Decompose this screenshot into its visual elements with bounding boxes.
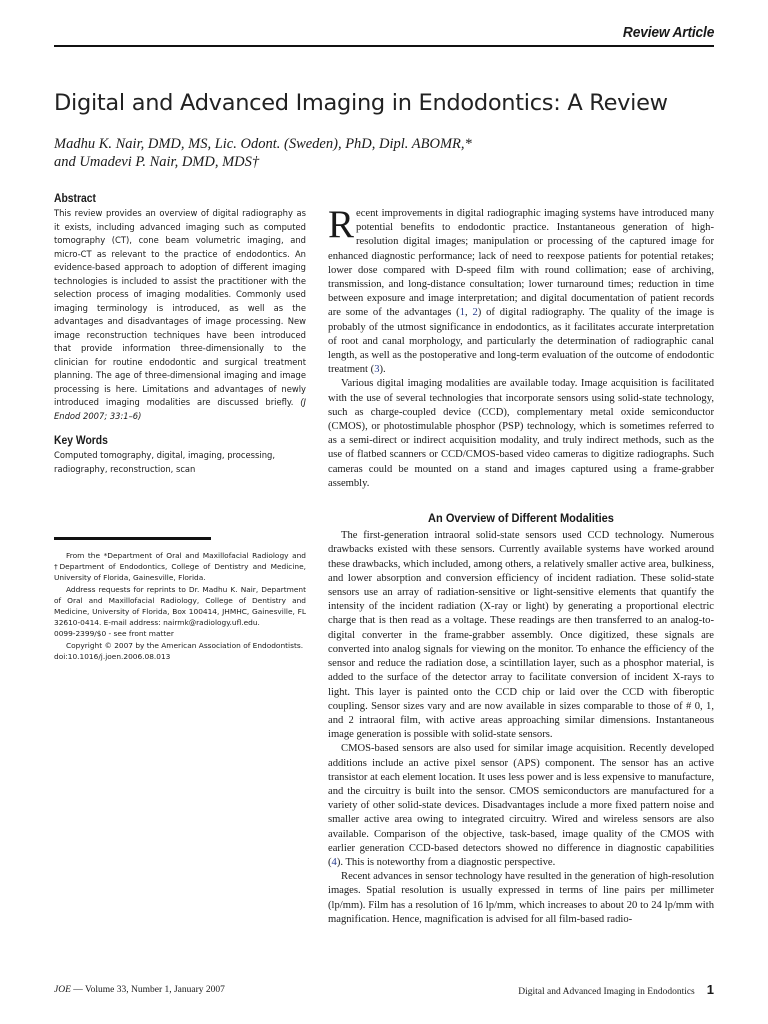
- body-column: [328, 203, 714, 927]
- abstract-heading: Abstract: [54, 193, 96, 205]
- doi: doi:10.1016/j.joen.2006.08.013: [54, 651, 171, 661]
- reprint-address: Address requests for reprints to Dr. Madhu K. Nair, Department of Oral and Maxillofacial Radiology, College of Dentistry and Medicine, University of Florida, Box 100414, JHMHC, Gainesville, FL 32610-0414. E-mail address: nairmk@radiology.ufl.edu.: [54, 584, 306, 628]
- reference-link-3[interactable]: 3: [374, 364, 380, 376]
- reference-link-4[interactable]: 4: [331, 856, 337, 868]
- keywords-text: Computed tomography, digital, imaging, processing, radiography, reconstruction, scan: [54, 450, 276, 474]
- page-number: 1: [706, 982, 714, 997]
- drop-cap: R: [328, 203, 355, 246]
- header-rule: [54, 45, 714, 47]
- intro-text-c: ).: [379, 364, 386, 376]
- modalities-paragraph-2: [328, 742, 714, 870]
- reference-link-2[interactable]: 2: [472, 307, 478, 319]
- running-title: Digital and Advanced Imaging in Endodontics: [518, 987, 695, 997]
- intro-text-b: ) of digital radiography. The quality of the image is probably of the utmost significance in endodontics, as it facilitates accurate interpretation of root and canal morphology, and particularly the determination of radiographic canal length, as well as the postoperative and long-term evaluation of the outcome of endodontic treatment (: [328, 307, 714, 376]
- ref-separator: ,: [464, 307, 473, 319]
- abstract-citation: (J Endod 2007; 33:1–6): [54, 397, 306, 421]
- footer-running-head: [518, 982, 714, 997]
- section-subheading: An Overview of Different Modalities: [428, 511, 614, 526]
- reference-link-1[interactable]: 1: [459, 307, 465, 319]
- section-label: Review Article: [622, 24, 714, 41]
- copyright-note: Copyright © 2007 by the American Association of Endodontists.: [66, 640, 304, 650]
- abstract-column: [54, 193, 306, 476]
- author-line-1: Madhu K. Nair, DMD, MS, Lic. Odont. (Sweden), PhD, Dipl. ABOMR,*: [54, 136, 472, 152]
- intro-paragraph-2: Various digital imaging modalities are available today. Image acquisition is facilitated with the use of several technologies that incorporate sensors using solid-state technology, such as charge-coupled device (CCD), complementary metal oxide semiconductor (CMOS), or photostimulable phosphor (PSP) technology, which is sometimes referred to as a semi-direct or indirect acquisition modality, and truly indirect methods, such as the use of flatbed scanners or CCD/CMOS-based video cameras to digitize radiographs. Such cameras could be mounted on a stand and images captured using a frame-grabber assembly.: [328, 378, 714, 489]
- article-title: Digital and Advanced Imaging in Endodontics: A Review: [54, 90, 668, 116]
- abstract-body: This review provides an overview of digital radiography as it exists, including advanced imaging such as computed tomography (CT), cone beam volumetric imaging, and micro-CT as relevant to the practice of endodontics. An evidence-based approach to adoption of different imaging technologies is included to assist the practitioner with the selection process of imaging modalities. Commonly used imaging terminology is introduced, as well as the advantages and disadvantages of image processing. New image reconstruction techniques have been introduced that provide information three-dimensionally to the clinician for routine endodontic and surgical treatment planning. The age of three-dimensional imaging and image processing is here. Limitations and advantages of newly introduced imaging modalities are discussed briefly.: [54, 208, 306, 407]
- affiliation-rule: [54, 537, 211, 540]
- keywords-heading: Key Words: [54, 435, 108, 447]
- affiliation-departments: From the *Department of Oral and Maxillofacial Radiology and †Department of Endodontics, College of Dentistry and Medicine, University of Florida, Gainesville, Florida.: [54, 551, 306, 583]
- modalities-text-b: ). This is noteworthy from a diagnostic perspective.: [336, 856, 556, 868]
- front-matter-note: 0099-2399/$0 - see front matter: [54, 629, 174, 639]
- modalities-paragraph-1: The first-generation intraoral solid-state sensors used CCD technology. Numerous drawbacks existed with these sensors. Currently available systems have worked around these drawbacks, which included, among others, a relatively smaller active area, bulkiness, and lower absorption and conversion efficiency of incident radiation. These solid-state sensors use an array of radiation-sensitive or light-sensitive elements that quantify the intensity of the incident radiation (X-ray or light) by generating a proportional electric charge that is then read as a voltage. These readings are then transferred to an analog-to-digital converter in the frame-grabber assembly. Once digitized, these signals are converted into analog signals for viewing on the monitor. To enhance the efficiency of the sensor and reduce the radiation dose, a scintillation layer, such as a phosphor material, is added to the surface of the detector array to facilitate conversion of incident X-rays to light. This layer is painted onto the CCD chip or laid over the CCD with fiberoptic coupling. Sensor sizes vary and are now available in sizes comparable to those of # 0, 1, and 2 intraoral film, with active areas approaching similar dimensions. Instantaneous image generation is possible with solid-state sensors.: [328, 530, 714, 741]
- author-line-2: and Umadevi P. Nair, DMD, MDS†: [54, 154, 260, 170]
- abstract-text: [54, 207, 306, 423]
- modalities-text-a: CMOS-based sensors are also used for similar image acquisition. Recently developed additions include an active pixel sensor (APS) component. The sensor has an active transistor at each element location. It uses less power and is less expensive to manufacture, and the circuitry is built into the sensor. CMOS semiconductors are manufactured for a variety of other solid-state devices. Disadvantages include a more fixed pattern noise and smaller active area owing to integrated circuitry. Wired and wireless sensors are also available. Comparison of the objective, task-based, image quality of the CMOS with earlier generation CCD-based detectors showed no difference in diagnostic capabilities (: [328, 743, 714, 868]
- journal-name: JOE: [54, 985, 71, 995]
- author-list: [54, 135, 734, 171]
- intro-text-a: ecent improvements in digital radiographic imaging systems have introduced many potential benefits to endodontic practice. Instantaneous generation of high-resolution digital images; manipulation or processing of the captured image for enhanced diagnostic performance; lack of need to reexpose patients for potential retakes; lower dose compared with D-speed film with round collimation; ease of archiving, transmission, and long-distance consultation; lower turnaround times; reduction in time between exposure and image interpretation; and digital documentation of patient records are some of the advantages (: [328, 208, 714, 319]
- modalities-paragraph-3: Recent advances in sensor technology have resulted in the generation of high-resolution images. Spatial resolution is usually expressed in terms of line pairs per millimeter (lp/mm). Film has a resolution of 16 lp/mm, which increases to about 20 to 24 lp/mm with magnification. Hence, magnification is advised for all film-based radio-: [328, 871, 714, 925]
- affiliation-notes: [54, 550, 306, 662]
- footer-journal-info: [54, 985, 225, 995]
- journal-issue: — Volume 33, Number 1, January 2007: [70, 985, 225, 995]
- intro-paragraph-1: [328, 203, 714, 377]
